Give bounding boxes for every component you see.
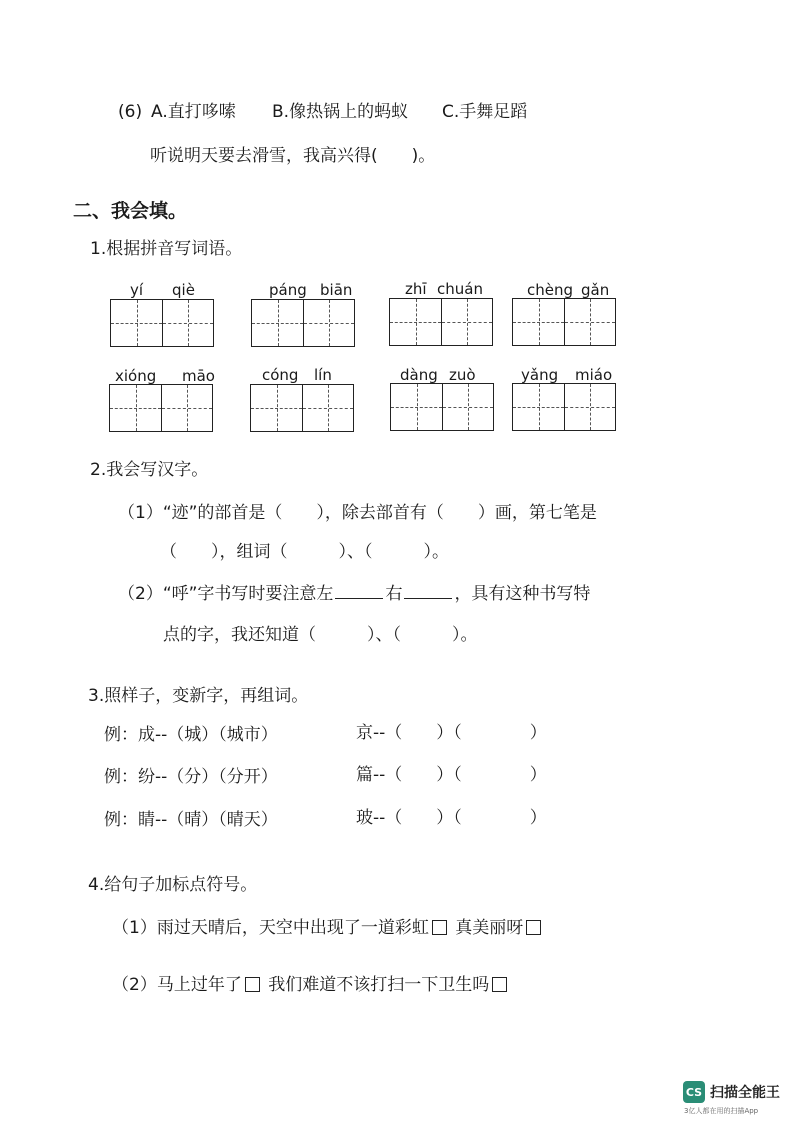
q4-s2-text-a: （2）马上过年了 — [112, 975, 242, 995]
q2-title: 2.我会写汉字。 — [90, 460, 209, 480]
watermark-subtitle: 3亿人都在用的扫描App — [684, 1107, 759, 1115]
q4-s1-text-a: （1）雨过天晴后，天空中出现了一道彩虹 — [112, 918, 429, 938]
writing-grid[interactable] — [389, 298, 493, 346]
pinyin-syllable: gǎn — [581, 281, 610, 299]
pinyin-syllable: páng — [269, 281, 307, 299]
pinyin-syllable: dàng — [400, 366, 438, 384]
writing-grid[interactable] — [109, 384, 213, 432]
q2-part2-text-b: 右 — [385, 584, 403, 604]
q2-part1-line2: （ ），组词（ ）、（ ）。 — [160, 542, 449, 562]
pinyin-syllable: cóng — [262, 366, 299, 384]
writing-grid[interactable] — [512, 383, 616, 431]
q2-part2-text-a: （2）“呼”字书写时要注意左 — [118, 584, 334, 604]
pinyin-syllable: zhī — [405, 280, 427, 298]
q2-part1-line1: （1）“迹”的部首是（ ），除去部首有（ ）画，第七笔是 — [118, 503, 597, 523]
q6-number: (6) — [118, 102, 143, 122]
pinyin-syllable: yǎng — [521, 366, 559, 384]
q3-example: 例：睛--（晴）（晴天） — [104, 810, 278, 830]
q6-sentence: 听说明天要去滑雪，我高兴得( )。 — [150, 146, 436, 166]
writing-grid[interactable] — [512, 298, 616, 346]
watermark-name: 扫描全能王 — [710, 1085, 780, 1101]
q2-part2-line1 — [118, 584, 590, 603]
punctuation-box[interactable] — [526, 920, 541, 935]
q6-option-b: B.像热锅上的蚂蚁 — [272, 102, 409, 122]
punctuation-box[interactable] — [245, 977, 260, 992]
q1-title: 1.根据拼音写词语。 — [90, 239, 243, 259]
pinyin-syllable: qiè — [172, 281, 195, 299]
q4-sentence-2 — [112, 977, 510, 994]
q3-example: 例：成--（城）（城市） — [104, 725, 278, 745]
pinyin-syllable: biān — [320, 281, 353, 299]
writing-grid[interactable] — [250, 384, 354, 432]
q3-task: 玻--（ ）（ ） — [356, 808, 547, 828]
writing-grid[interactable] — [110, 299, 214, 347]
writing-grid[interactable] — [390, 383, 494, 431]
q2-part2-line2: 点的字，我还知道（ ）、（ ）。 — [163, 625, 478, 645]
pinyin-syllable: chèng — [527, 281, 574, 299]
scanner-watermark — [683, 1081, 780, 1103]
q6-option-c: C.手舞足蹈 — [442, 102, 528, 122]
q4-sentence-1 — [112, 920, 544, 937]
writing-grid[interactable] — [251, 299, 355, 347]
q3-example: 例：纷--（分）（分开） — [104, 767, 278, 787]
punctuation-box[interactable] — [432, 920, 447, 935]
pinyin-syllable: māo — [182, 367, 215, 385]
pinyin-syllable: miáo — [575, 366, 613, 384]
punctuation-box[interactable] — [492, 977, 507, 992]
pinyin-syllable: chuán — [437, 280, 483, 298]
pinyin-syllable: xióng — [115, 367, 157, 385]
answer-blank[interactable] — [335, 584, 383, 599]
pinyin-syllable: lín — [314, 366, 332, 384]
answer-blank[interactable] — [404, 584, 452, 599]
camscanner-icon: CS — [683, 1081, 705, 1103]
q4-s2-text-b: 我们难道不该打扫一下卫生吗 — [268, 975, 490, 995]
q4-s1-text-b: 真美丽呀 — [455, 918, 524, 938]
q3-task: 篇--（ ）（ ） — [356, 765, 547, 785]
q4-title: 4.给句子加标点符号。 — [88, 875, 258, 895]
q6-option-a: A.直打哆嗦 — [151, 102, 236, 122]
q3-task: 京--（ ）（ ） — [356, 723, 547, 743]
pinyin-syllable: zuò — [449, 366, 476, 384]
pinyin-syllable: yí — [130, 281, 144, 299]
q3-title: 3.照样子，变新字，再组词。 — [88, 686, 309, 706]
section-title: 二、我会填。 — [73, 200, 188, 222]
q2-part2-text-c: ，具有这种书写特 — [454, 584, 591, 604]
